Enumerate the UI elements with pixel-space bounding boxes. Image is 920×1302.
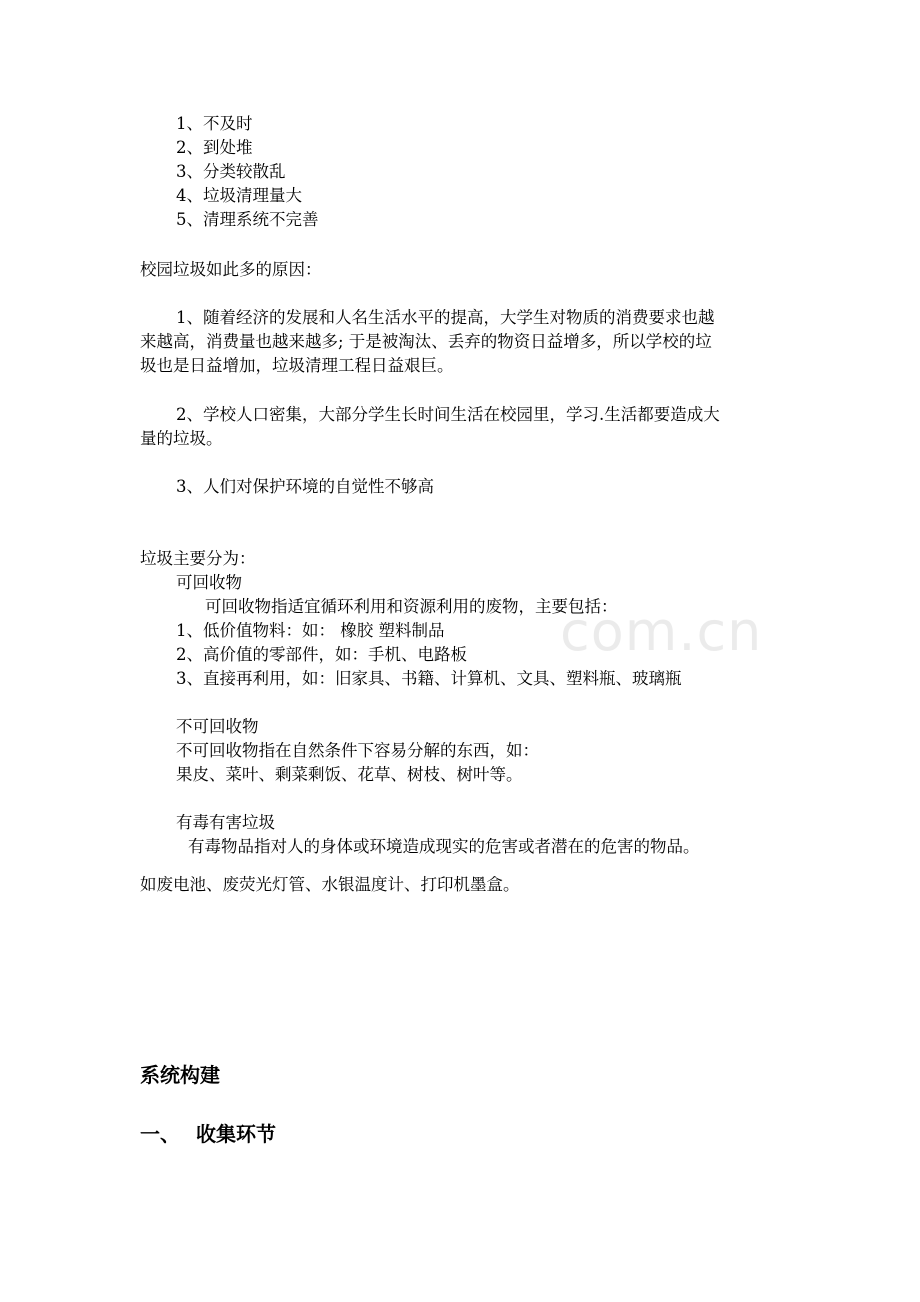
issue-item: 4、垃圾清理量大 [176, 186, 302, 205]
non-recyclable-desc: 不可回收物指在自然条件下容易分解的东西，如： [176, 741, 539, 760]
recyclable-title: 可回收物 [176, 573, 242, 592]
non-recyclable-title: 不可回收物 [176, 717, 259, 736]
recyclable-item: 3、直接再利用，如：旧家具、书籍、计算机、文具、塑料瓶、玻璃瓶 [176, 669, 682, 688]
hazardous-title: 有毒有害垃圾 [176, 813, 275, 832]
paragraph-line: 量的垃圾。 [140, 429, 223, 448]
subsection-title: 收集环节 [196, 1122, 276, 1146]
cause-paragraph-3: 3、人们对保护环境的自觉性不够高 [176, 477, 434, 496]
paragraph-line: 1、随着经济的发展和人名生活水平的提高，大学生对物质的消费要求也越 [176, 308, 715, 327]
issue-item: 2、到处堆 [176, 138, 253, 157]
watermark: com.cn [560, 600, 763, 663]
issue-item: 1、不及时 [176, 114, 253, 133]
section-title: 系统构建 [140, 1063, 220, 1087]
paragraph-line: 2、学校人口密集，大部分学生长时间生活在校园里，学习.生活都要造成大 [176, 405, 720, 424]
hazardous-desc: 有毒物品指对人的身体或环境造成现实的危害或者潜在的危害的物品。 [188, 837, 700, 856]
recyclable-item: 1、低价值物料：如： 橡胶 塑料制品 [176, 621, 445, 640]
non-recyclable-examples: 果皮、菜叶、剩菜剩饭、花草、树枝、树叶等。 [176, 765, 523, 784]
causes-heading: 校园垃圾如此多的原因： [140, 260, 322, 279]
categories-heading: 垃圾主要分为： [140, 549, 256, 568]
recyclable-desc: 可回收物指适宜循环利用和资源利用的废物，主要包括： [205, 597, 618, 616]
issue-item: 3、分类较散乱 [176, 162, 286, 181]
subsection-number: 一、 [140, 1122, 180, 1146]
hazardous-examples: 如废电池、废荧光灯管、水银温度计、打印机墨盒。 [140, 875, 520, 894]
recyclable-item: 2、高价值的零部件，如：手机、电路板 [176, 645, 467, 664]
paragraph-line: 圾也是日益增加，垃圾清理工程日益艰巨。 [140, 356, 454, 375]
paragraph-line: 来越高，消费量也越来越多; 于是被淘汰、丢弃的物资日益增多，所以学校的垃 [140, 332, 712, 351]
issue-item: 5、清理系统不完善 [176, 210, 319, 229]
